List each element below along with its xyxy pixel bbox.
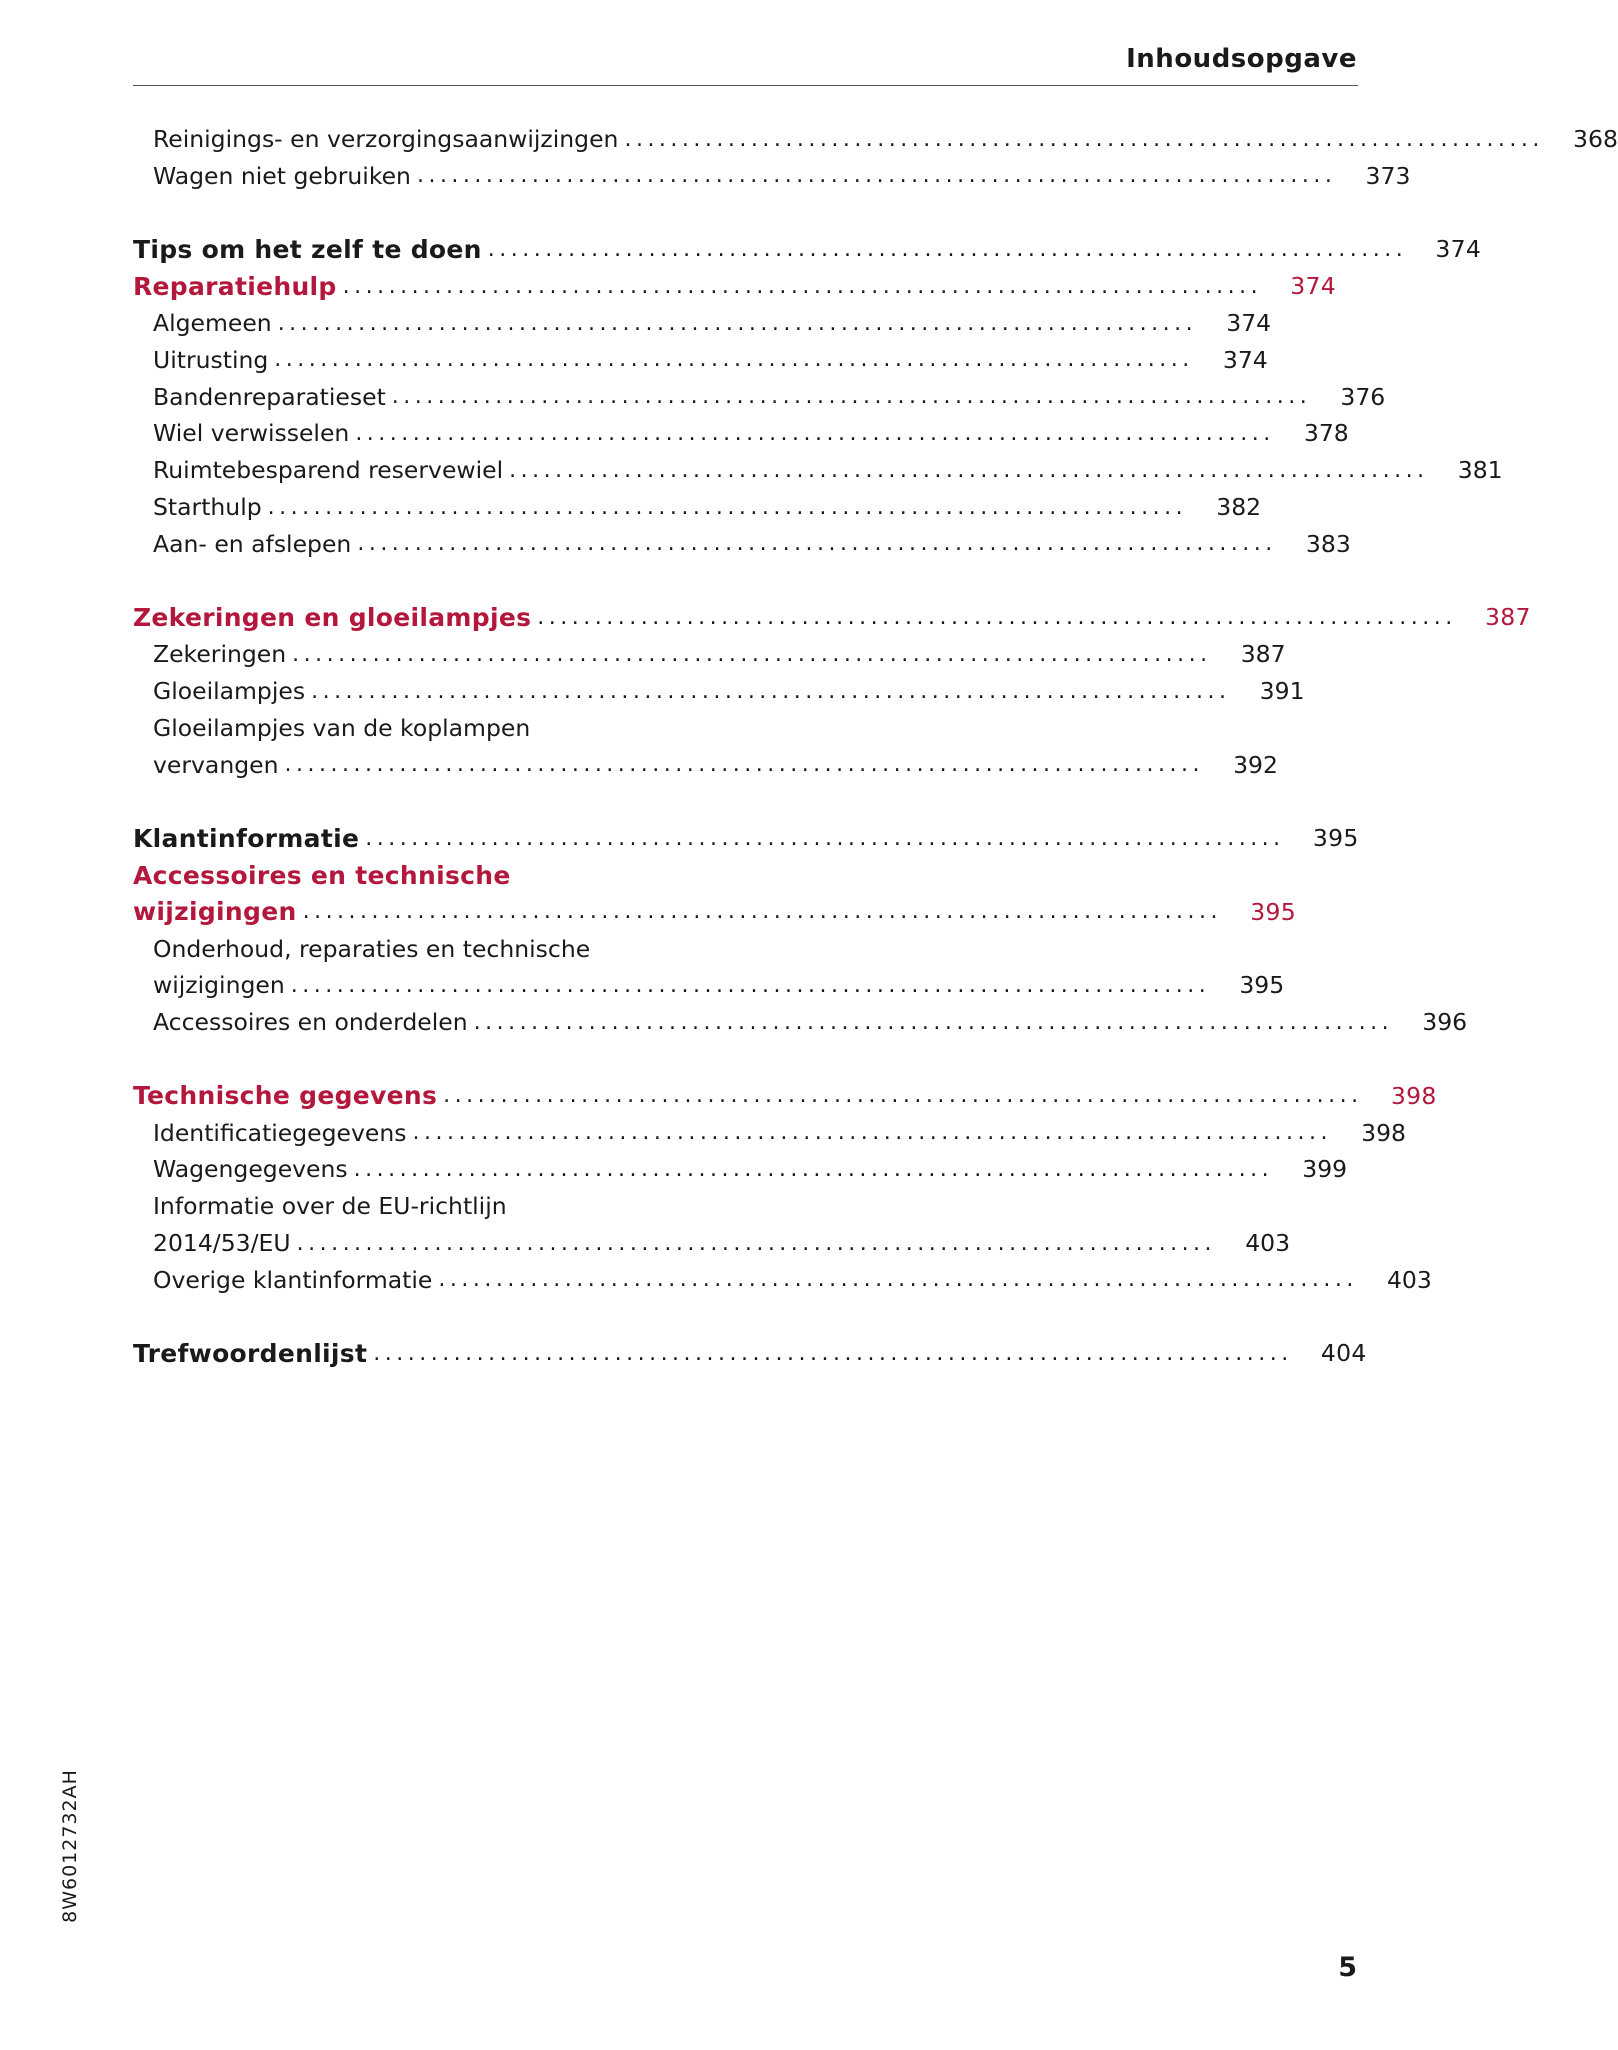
toc-entry-title: Reinigings- en verzorgingsaanwijzingen: [153, 125, 619, 153]
toc-section[interactable]: [133, 268, 1337, 304]
dot-leader: ................................................................................: [624, 126, 1544, 152]
toc-entry[interactable]: [133, 747, 1278, 783]
toc-entry-title: Zekeringen: [153, 640, 287, 669]
toc-entry-title: Gloeilampjes: [153, 677, 306, 705]
toc-entry[interactable]: [133, 1225, 1291, 1261]
dot-leader: ................................................................................: [487, 236, 1408, 262]
toc-entry-title: vervangen: [153, 750, 279, 779]
toc-page-number: 396: [1422, 1008, 1468, 1037]
toc-entry[interactable]: [133, 121, 1618, 157]
toc-section[interactable]: [133, 599, 1531, 635]
toc-entry[interactable]: [133, 342, 1268, 378]
toc-page-number: 378: [1303, 419, 1349, 448]
dot-leader: ................................................................................: [443, 1083, 1363, 1109]
toc-entry-title: Onderhoud, reparaties en technische: [153, 934, 591, 963]
toc-page-number: 374: [1435, 235, 1482, 264]
toc-section[interactable]: [133, 894, 1297, 930]
toc-entry: [133, 931, 723, 967]
toc-entry-title: Accessoires en onderdelen: [153, 1008, 468, 1037]
toc-entry[interactable]: [133, 1115, 1406, 1151]
toc-entry: [133, 1188, 723, 1224]
toc-entry-title: 2014/53/EU: [153, 1229, 291, 1257]
header-divider: [133, 85, 1358, 86]
toc-entry-title: Technische gegevens: [133, 1081, 438, 1111]
toc-page-number: 373: [1365, 161, 1411, 190]
toc-section[interactable]: [133, 1078, 1437, 1114]
toc-entry-title: Ruimtebesparend reservewiel: [153, 456, 504, 485]
toc-page-number: 387: [1484, 603, 1531, 632]
dot-leader: ................................................................................: [365, 825, 1285, 851]
toc-entry-title: Trefwoordenlijst: [133, 1338, 368, 1368]
toc-entry[interactable]: [133, 1004, 1468, 1040]
dot-leader: ................................................................................: [284, 752, 1204, 778]
toc-page-number: 387: [1240, 640, 1286, 669]
toc-page-number: 391: [1259, 677, 1305, 705]
toc-entry[interactable]: [133, 158, 1411, 194]
running-header-title: Inhoudsopgave: [1126, 44, 1357, 74]
dot-leader: ................................................................................: [311, 678, 1231, 704]
dot-leader: ................................................................................: [438, 1267, 1358, 1293]
toc-page-number: 395: [1239, 971, 1285, 1000]
toc-entry[interactable]: [133, 1262, 1432, 1298]
toc-page-number: 376: [1340, 382, 1386, 411]
toc-page-number: 395: [1312, 824, 1359, 853]
dot-leader: ................................................................................: [353, 1156, 1274, 1182]
toc-chapter[interactable]: [133, 231, 1482, 267]
toc-entry[interactable]: [133, 673, 1305, 709]
toc-entry: [133, 710, 723, 746]
toc-page-number: 374: [1226, 309, 1272, 337]
toc-entry-title: Tips om het zelf te doen: [133, 234, 482, 264]
toc-section: [133, 857, 723, 893]
toc-entry-title: wijzigingen: [133, 897, 297, 927]
toc-page-number: 398: [1390, 1081, 1437, 1110]
toc-entry-title: Reparatiehulp: [133, 271, 337, 301]
toc-page-number: 374: [1222, 345, 1268, 374]
toc-entry[interactable]: [133, 305, 1272, 341]
toc-entry-title: Klantinformatie: [133, 823, 360, 853]
toc-entry-title: Informatie over de EU-richtlijn: [153, 1192, 507, 1221]
toc-entry-title: Wagen niet gebruiken: [153, 161, 411, 190]
toc-entry[interactable]: [133, 489, 1262, 525]
toc-entry-title: Wagengegevens: [153, 1155, 348, 1184]
toc-entry-title: Overige klantinformatie: [153, 1265, 433, 1294]
dot-leader: ................................................................................: [473, 1009, 1394, 1035]
toc-entry-title: Wiel verwisselen: [153, 419, 350, 448]
dot-leader: ................................................................................: [357, 531, 1277, 557]
dot-leader: ................................................................................: [537, 604, 1457, 630]
toc-chapter[interactable]: [133, 820, 1359, 856]
toc-entry-title: Gloeilampjes van de koplampen: [153, 713, 531, 742]
toc-entry-title: Algemeen: [153, 309, 272, 337]
toc-page-number: 399: [1302, 1155, 1348, 1184]
toc-page-number: 368: [1573, 125, 1618, 153]
toc-entry-title: Identificatiegegevens: [153, 1118, 407, 1147]
dot-leader: ................................................................................: [391, 384, 1312, 410]
dot-leader: ................................................................................: [342, 273, 1263, 299]
toc-page-number: 398: [1361, 1118, 1406, 1147]
toc-entry-title: Starthulp: [153, 493, 262, 521]
dot-leader: ................................................................................: [290, 972, 1211, 998]
toc-page-number: 403: [1245, 1229, 1291, 1257]
dot-leader: ................................................................................: [274, 347, 1194, 373]
dot-leader: ................................................................................: [509, 457, 1429, 483]
toc-entry[interactable]: [133, 636, 1286, 672]
toc-page-number: 374: [1290, 272, 1337, 301]
dot-leader: ................................................................................: [416, 163, 1337, 189]
toc-entry-title: wijzigingen: [153, 971, 285, 1000]
dot-leader: ................................................................................: [355, 420, 1275, 446]
toc-page-number: 403: [1386, 1265, 1432, 1294]
dot-leader: ................................................................................: [373, 1340, 1293, 1366]
toc-entry[interactable]: [133, 452, 1503, 488]
dot-leader: ................................................................................: [296, 1230, 1217, 1256]
dot-leader: ................................................................................: [292, 641, 1212, 667]
toc-page-number: 404: [1320, 1339, 1367, 1368]
dot-leader: ................................................................................: [277, 310, 1198, 336]
toc-entry-title: Zekeringen en gloeilampjes: [133, 602, 532, 632]
toc-entry[interactable]: [133, 526, 1351, 562]
toc-entry[interactable]: [133, 379, 1386, 415]
toc-entry-title: Accessoires en technische: [133, 860, 511, 890]
dot-leader: ................................................................................: [302, 899, 1223, 925]
toc-page-number: 381: [1457, 456, 1503, 485]
toc-entry[interactable]: [133, 1151, 1348, 1187]
toc-entry-title: Aan- en afslepen: [153, 529, 352, 558]
dot-leader: ................................................................................: [412, 1120, 1332, 1146]
document-code: 8W6012732AH: [59, 1769, 81, 1923]
toc-entry[interactable]: [133, 967, 1285, 1003]
toc-entry[interactable]: [133, 415, 1349, 451]
toc-page-number: 395: [1250, 897, 1297, 926]
toc-page-number: 392: [1233, 750, 1278, 779]
toc-page-number: 383: [1305, 529, 1351, 558]
dot-leader: ................................................................................: [267, 494, 1188, 520]
toc-entry-title: Bandenreparatieset: [153, 382, 386, 411]
toc-page-number: 382: [1216, 493, 1262, 521]
toc-chapter[interactable]: [133, 1335, 1367, 1371]
page-number: 5: [1338, 1952, 1357, 1983]
toc-entry-title: Uitrusting: [153, 345, 269, 374]
